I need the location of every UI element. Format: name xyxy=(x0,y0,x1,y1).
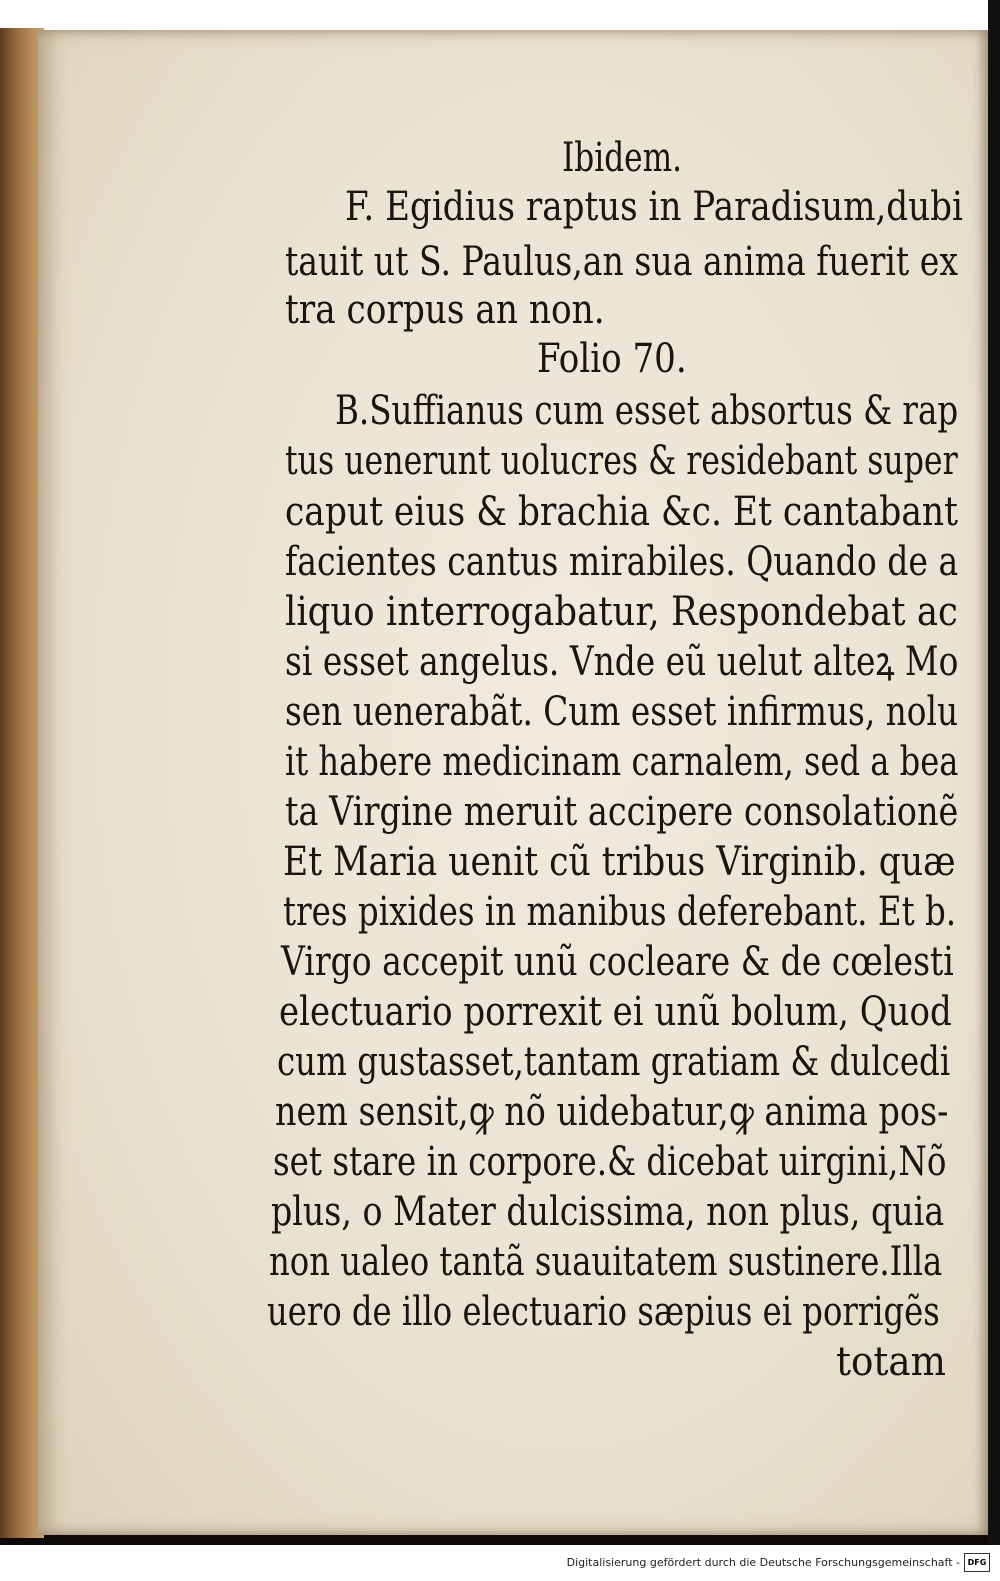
text-line: facientes cantus mirabiles. Quando de a xyxy=(285,539,959,585)
text-line: set stare in corpore.& dicebat uirgini,Nõ xyxy=(273,1139,947,1185)
text-line: plus, o Mater dulcissima, non plus, quia xyxy=(271,1189,945,1235)
text-line: liquo interrogabatur, Respondebat ac xyxy=(285,589,958,635)
text-line: uero de illo electuario sæpius ei porrigẽs xyxy=(267,1289,940,1335)
text-line: nem sensit,ꝙ nõ uidebatur,ꝙ anima pos- xyxy=(275,1089,949,1135)
folio-heading: Folio 70. xyxy=(537,336,687,382)
text-line: tauit ut S. Paulus,an sua anima fuerit ex xyxy=(285,239,958,285)
text-line: sen uenerabãt. Cum esset infirmus, nolu xyxy=(285,689,959,735)
section-heading: Ibidem. xyxy=(562,135,683,181)
text-line: it habere medicinam carnalem, sed a bea xyxy=(285,739,959,785)
scan-top-margin xyxy=(0,0,1000,30)
scan-right-margin xyxy=(988,0,1000,1581)
dfg-logo-icon: DFG xyxy=(964,1553,990,1572)
text-line: si esset angelus. Vnde eũ uelut alteꝝ Mo xyxy=(285,639,959,685)
text-line: Virgo accepit unũ cocleare & de cœlesti xyxy=(281,939,954,985)
text-line: cum gustasset,tantam gratiam & dulcedi xyxy=(277,1039,951,1085)
funding-credit: Digitalisierung gefördert durch die Deutsche Forschungsgemeinschaft - xyxy=(566,1556,960,1569)
text-line: Et Maria uenit cũ tribus Virginib. quæ xyxy=(283,839,956,885)
text-line: F. Egidius raptus in Paradisum,dubi xyxy=(345,184,963,230)
text-line: caput eius & brachia &c. Et cantabant xyxy=(285,489,958,535)
text-line: ta Virgine meruit accipere consolationẽ xyxy=(285,789,959,835)
text-line: B.Suffianus cum esset absortus & rap xyxy=(335,388,959,434)
text-line: tres pixides in manibus deferebant. Et b. xyxy=(283,889,957,935)
catchword: totam xyxy=(836,1339,947,1385)
text-line: electuario porrexit ei unũ bolum, Quod xyxy=(279,989,952,1035)
text-line: tra corpus an non. xyxy=(285,287,605,333)
text-line: non ualeo tantã suauitatem sustinere.Illa xyxy=(269,1239,943,1285)
text-line: tus uenerunt uolucres & residebant super xyxy=(285,438,958,484)
